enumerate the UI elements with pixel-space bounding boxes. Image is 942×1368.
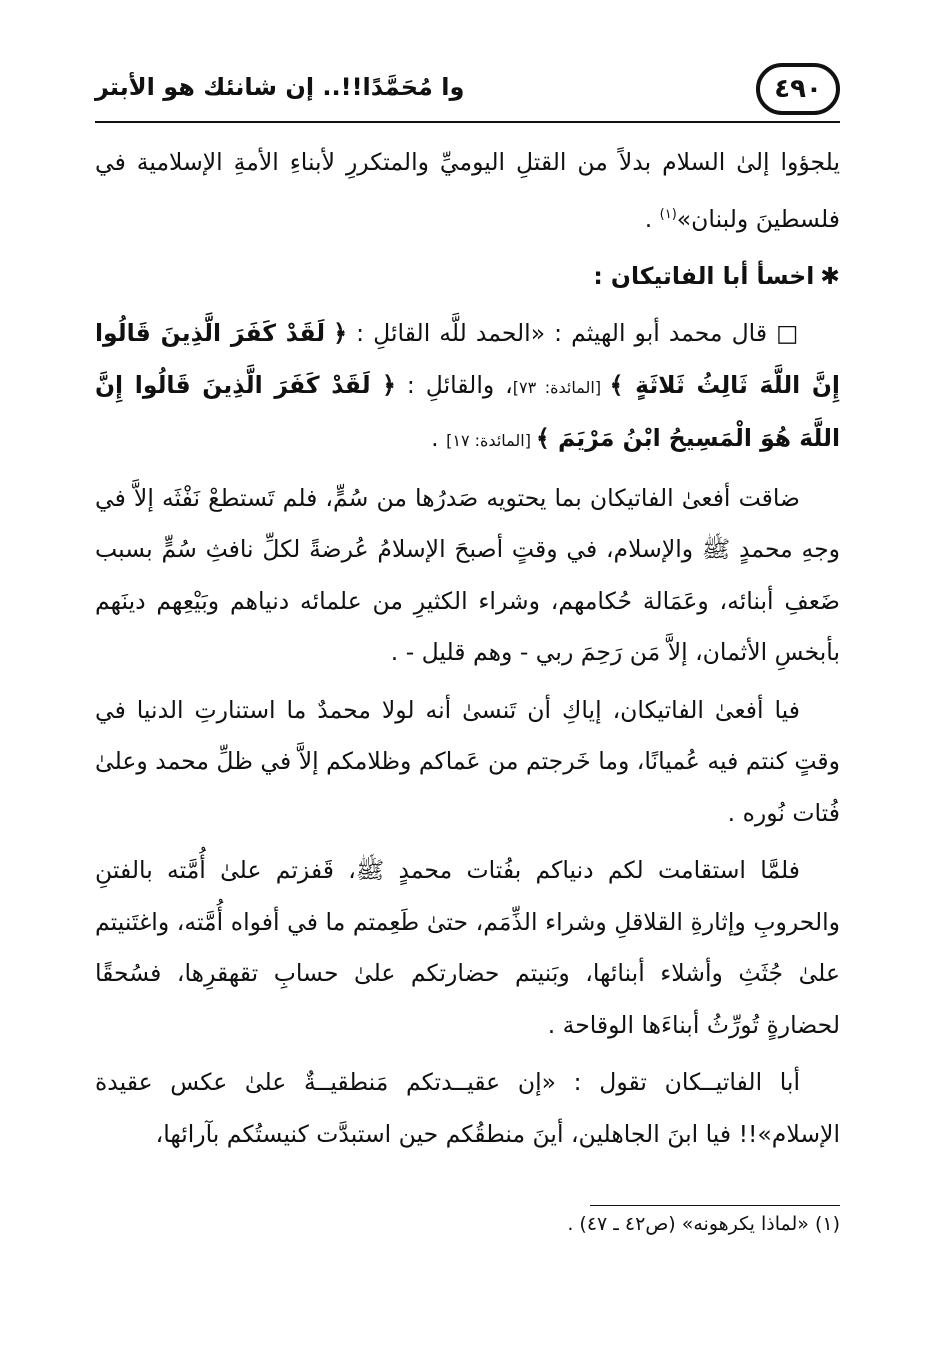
- section-heading: ✱اخسأ أبا الفاتيكان :: [95, 251, 840, 303]
- paragraph-2: □ قال محمد أبو الهيثم : «الحمد للَّه القائلِ : ﴿ لَقَدْ كَفَرَ الَّذِينَ قَالُوا إِنَّ اللَّهَ ثَالِثُ ثَلاثَةٍ ﴾ [المائدة: ٧٣]، والقائلِ : ﴿ لَقَدْ كَفَرَ الَّذِينَ قَالُوا إِنَّ اللَّهَ هُوَ الْمَسِيحُ ابْنُ مَرْيَمَ ﴾ [المائدة: ١٧] .: [95, 319, 840, 453]
- verse-reference-1: [المائدة: ٧٣]: [512, 377, 610, 397]
- paragraph-6: أبا الفاتيــكان تقول : «إن عقيــدتكم مَنطقيــةٌ علىٰ عكس عقيدة الإسلام»!! فيا ابنَ الجاهلين، أينَ منطقُكم حين استبدَّت كنيستُكم بآرائها،: [95, 1068, 840, 1148]
- running-title: وا مُحَمَّدًا!!.. إن شانئك هو الأبتر: [95, 73, 465, 101]
- footnote-rule: [590, 1205, 840, 1206]
- footnote-ref: (١): [659, 206, 677, 222]
- square-bullet-icon: □: [776, 319, 800, 348]
- book-page: [95, 55, 840, 1235]
- paragraph-1: يلجؤوا إلىٰ السلام بدلاً من القتلِ اليوميِّ والمتكررِ لأبناءِ الأمةِ الإسلامية في فلسطينَ ولبنان»$^{(١)}$ .: [95, 148, 840, 233]
- page-number: ٤٩٠: [756, 63, 840, 115]
- quran-verse-1: ﴿ لَقَدْ كَفَرَ الَّذِينَ قَالُوا إِنَّ اللَّهَ ثَالِثُ ثَلاثَةٍ ﴾: [95, 319, 840, 399]
- header-rule: [95, 121, 840, 123]
- paragraph-4: فيا أفعىٰ الفاتيكان، إياكِ أن تَنسىٰ أنه لولا محمدٌ ما استنارتِ الدنيا في وقتٍ كنتم فيه عُميانًا، وما خَرجتم من عَماكم وظلامكم إلاَّ في ظلِّ محمد وعلىٰ فُتات نُوره .: [95, 695, 840, 827]
- page-body: [95, 137, 840, 1166]
- page-header: [95, 55, 840, 125]
- footnote: (١) «لماذا يكرهونه» (ص٤٢ ـ ٤٧) .: [567, 1213, 840, 1235]
- asterisk-icon: ✱: [820, 261, 840, 290]
- verse-reference-2: [المائدة: ١٧]: [446, 431, 537, 451]
- quran-verse-2: ﴿ لَقَدْ كَفَرَ الَّذِينَ قَالُوا إِنَّ اللَّهَ هُوَ الْمَسِيحُ ابْنُ مَرْيَمَ ﴾: [95, 370, 840, 453]
- paragraph-5: فلمَّا استقامت لكم دنياكم بفُتات محمدٍ ﷺ، قَفزتم علىٰ أُمَّته بالفتنِ والحروبِ وإثارةِ القلاقلِ وشراء الذِّمَم، حتىٰ طَعِمتم ما في أفواه أُمَّته، واغتَنيتم علىٰ جُثَثِ وأشلاء أبنائها، وبَنيتم حضارتكم علىٰ حسابِ تقهقرِها، فسُحقًا لحضارةٍ تُورِّثُ أبناءَها الوقاحة .: [95, 856, 840, 1039]
- paragraph-3: ضاقت أفعىٰ الفاتيكان بما يحتويه صَدرُها من سُمٍّ، فلم تَستطعْ نَفْثَه إلاَّ في وجهِ محمدٍ ﷺ والإسلام، في وقتٍ أصبحَ الإسلامُ عُرضةً لكلِّ نافثِ سُمٍّ بسبب ضَعفِ أبنائه، وعَمَالة حُكامهم، وشراء الكثيرِ من علمائه دنياهم وبَيْعِهم دينَهم بأبخسِ الأثمان، إلاَّ مَن رَحِمَ ربي - وهم قليل - .: [95, 483, 840, 667]
